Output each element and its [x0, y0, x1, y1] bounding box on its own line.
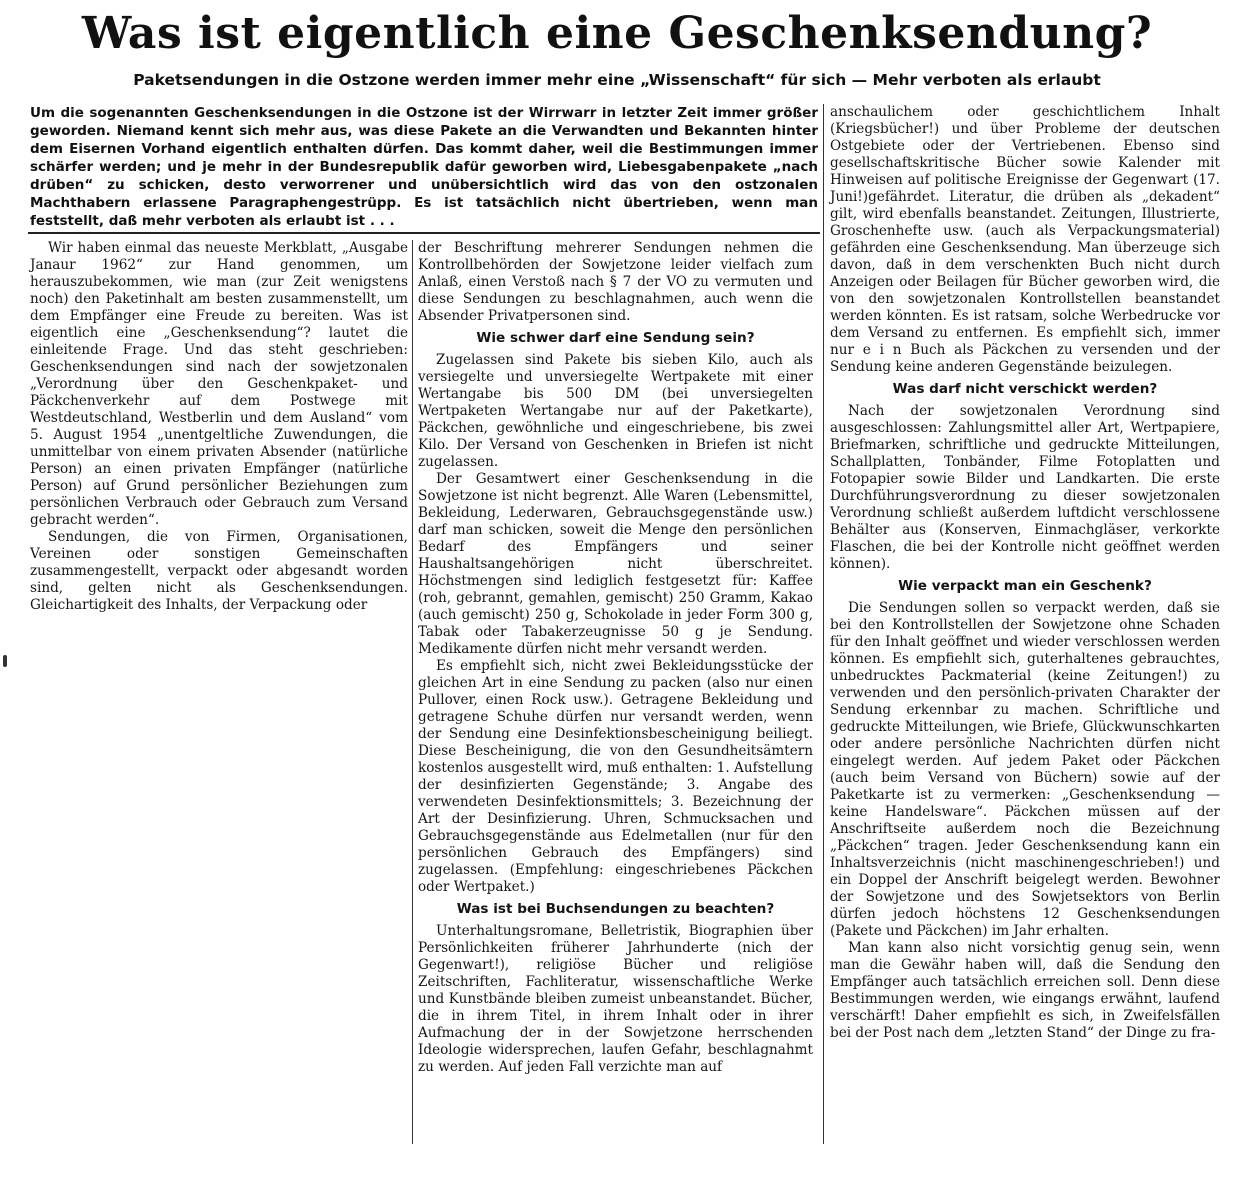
column3-paragraph-2: Nach der sowjetzonalen Verordnung sind ausgeschlossen: Zahlungsmittel aller Art, Wertpapiere, Briefmarken, schriftliche und gedruckte Mitteilungen, Schallplatten, Tonbänder, Filme Fotoplatten und Fotopapier sowie Bilder und Landkarten. Die erste Durchführungsverordnung zu dieser sowjetzonalen Verordnung schließt außerdem luftdicht verschlossene Behälter aus (Konserven, Einmachgläser, verkorkte Flaschen, die bei der Kontrolle nicht geöffnet werden können).: [830, 403, 1220, 572]
column3-paragraph-3: Die Sendungen sollen so verpackt werden, daß sie bei den Kontrollstellen der Sowjetzone ohne Schaden für den Inhalt geöffnet und wieder verschlossen werden können. Es empfiehlt sich, guterhaltenes gebrauchtes, unbedrucktes Packmaterial (keine Zeitungen!) zu verwenden und den persönlich-privaten Charakter der Sendung erkennbar zu machen. Schriftliche und gedruckte Mitteilungen, wie Briefe, Glückwunschkarten oder andere persönliche Nachrichten dürfen nicht eingelegt werden. Auf jedem Paket oder Päckchen (auch beim Versand von Büchern) sowie auf der Paketkarte ist zu vermerken: „Geschenksendung — keine Handelsware“. Päckchen müssen auf der Anschriftseite außerdem noch die Bezeichnung „Päckchen“ tragen. Jeder Geschenksendung kann ein Inhaltsverzeichnis (nicht maschinengeschrieben!) und ein Doppel der Anschrift beigelegt werden. Bewohner der Sowjetzone und des Sowjetsektors von Berlin dürfen jedoch höchstens 12 Geschenksendungen (Pakete und Päckchen) im Jahr erhalten.: [830, 600, 1220, 939]
article-column-1: [30, 240, 408, 614]
subheading-books: Was ist bei Buchsendungen zu beachten?: [456, 901, 775, 917]
column2-paragraph-1: der Beschriftung mehrerer Sendungen nehmen die Kontrollbehörden der Sowjetzone leider vielfach zum Anlaß, einen Verstoß nach § 7 der VO zu vermuten und diese Sendungen zu beschlagnahmen, auch wenn die Absender Privatpersonen sind.: [418, 240, 813, 324]
column2-paragraph-4: Es empfiehlt sich, nicht zwei Bekleidungsstücke der gleichen Art in eine Sendung zu packen (also nur einen Pullover, einen Rock usw.). Getragene Bekleidung und getragene Schuhe dürfen nur versandt werden, wenn der Sendung eine Desinfektionsbescheinigung beiliegt. Diese Bescheinigung, die von den Gesundheitsämtern kostenlos ausgestellt wird, muß enthalten: 1. Aufstellung der desinfizierten Gegenstände; 3. Angabe des verwendeten Desinfektionsmittels; 3. Bezeichnung der Art der Desinfizierung. Uhren, Schmucksachen und Gebrauchsgegenstände aus Edelmetallen (nur für den persönlichen Gebrauch des Empfängers) sind zugelassen. (Empfehlung: eingeschriebenes Päckchen oder Wertpaket.): [418, 658, 813, 895]
column-divider-left: [412, 240, 413, 1144]
subheadline: Paketsendungen in die Ostzone werden immer mehr eine „Wissenschaft“ für sich — Mehr verboten als erlaubt: [133, 71, 1101, 89]
lead-paragraph: Um die sogenannten Geschenksendungen in die Ostzone ist der Wirrwarr in letzter Zeit immer größer geworden. Niemand kennt sich mehr aus, was diese Pakete an die Verwandten und Bekannten hinter dem Eisernen Vorhand eigentlich enthalten dürfen. Das kommt daher, weil die Bestimmungen immer schärfer werden; und je mehr in der Bundesrepublik dafür geworben wird, Liebesgabenpakete „nach drüben“ zu schicken, desto verworrener und unübersichtlich wird das von den ostzonalen Machthabern erlassene Paragraphengestrüpp. Es ist tatsächlich nicht übertrieben, wenn man feststellt, daß mehr verboten als erlaubt ist . . .: [30, 105, 818, 229]
lead-divider: [28, 232, 820, 234]
column3-paragraph-1: anschaulichem oder geschichtlichem Inhalt (Kriegsbücher!) und über Probleme der deutschen Ostgebiete oder der Vertriebenen. Ebenso sind gesellschaftskritische Bücher sowie Kalender mit Hinweisen auf politische Ereignisse der Gegenwart (17. Juni!)gefährdet. Literatur, die drüben als „dekadent“ gilt, wird ebenfalls beanstandet. Zeitungen, Illustrierte, Groschenhefte usw. (auch als Verpackungsmaterial) gefährden eine Geschenksendung. Man überzeuge sich davon, daß in dem verschenkten Buch nicht durch Anzeigen oder Beilagen für Bücher geworben wird, die von den sowjetzonalen Kontrollstellen beanstandet werden könnten. Es ist ratsam, solche Werbedrucke vor dem Versand zu entfernen. Es empfiehlt sich, immer nur e i n Buch als Päckchen zu versenden und der Sendung keine anderen Gegenstände beizulegen.: [830, 104, 1220, 375]
margin-mark: [3, 655, 7, 667]
subheading-forbidden: Was darf nicht verschickt werden?: [892, 381, 1158, 397]
headline: Was ist eigentlich eine Geschenksendung?: [81, 8, 1153, 59]
column-divider-right: [823, 104, 824, 1144]
column3-paragraph-4: Man kann also nicht vorsichtig genug sein, wenn man die Gewähr haben will, daß die Sendung den Empfänger auch tatsächlich erreichen soll. Denn diese Bestimmungen werden, wie eingangs erwähnt, laufend verschärft! Daher empfiehlt es sich, in Zweifelsfällen bei der Post nach dem „letzten Stand“ der Dinge zu fra-: [830, 940, 1220, 1041]
article-column-2: [418, 240, 813, 1076]
column1-paragraph-1: Wir haben einmal das neueste Merkblatt, „Ausgabe Janaur 1962“ zur Hand genommen, um herauszubekommen, wie man (zur Zeit wenigstens noch) den Paketinhalt am besten zusammenstellt, um dem Empfänger eine Freude zu bereiten. Was ist eigentlich eine „Geschenksendung“? lautet die einleitende Frage. Und das steht geschrieben: Geschenksendungen sind nach der sowjetzonalen „Verordnung über den Geschenkpaket- und Päckchenverkehr auf dem Postwege mit Westdeutschland, Westberlin und dem Ausland“ vom 5. August 1954 „unentgeltliche Zuwendungen, die unmittelbar von einem privaten Absender (natürliche Person) an einen privaten Empfänger (natürliche Person) auf Grund persönlicher Beziehungen zum persönlichen Verbrauch oder Gebrauch zum Versand gebracht werden“.: [30, 240, 408, 528]
column2-paragraph-2: Zugelassen sind Pakete bis sieben Kilo, auch als versiegelte und unversiegelte Wertpakete mit einer Wertangabe bis 500 DM (bei unversiegelten Wertpaketen Wertangabe nur auf der Paketkarte), Päckchen, gewöhnliche und eingeschriebene, bis zwei Kilo. Der Versand von Geschenken in Briefen ist nicht zugelassen.: [418, 352, 813, 470]
column1-paragraph-2: Sendungen, die von Firmen, Organisationen, Vereinen oder sonstigen Gemeinschaften zusammengestellt, verpackt oder abgesandt worden sind, gelten nicht als Geschenksendungen. Gleichartigkeit des Inhalts, der Verpackung oder: [30, 529, 408, 613]
subheading-weight: Wie schwer darf eine Sendung sein?: [476, 330, 755, 346]
column2-paragraph-5: Unterhaltungsromane, Belletristik, Biographien über Persönlichkeiten früherer Jahrhunderte (nich der Gegenwart!), religiöse Bücher und religiöse Zeitschriften, Fachliteratur, wissenschaftliche Werke und Kunstbände bleiben zumeist unbeanstandet. Bücher, die in ihrem Titel, in ihrem Inhalt oder in ihrer Aufmachung der in der Sowjetzone herrschenden Ideologie widersprechen, laufen Gefahr, beschlagnahmt zu werden. Auf jeden Fall verzichte man auf: [418, 923, 813, 1075]
article-column-3: [830, 104, 1220, 1042]
column2-paragraph-3: Der Gesamtwert einer Geschenksendung in die Sowjetzone ist nicht begrenzt. Alle Waren (Lebensmittel, Bekleidung, Lederwaren, Gebrauchsgegenstände usw.) darf man schicken, soweit die Menge den persönlichen Bedarf des Empfängers und seiner Haushaltsangehörigen nicht überschreitet. Höchstmengen sind lediglich festgesetzt für: Kaffee (roh, gebrannt, gemahlen, gemischt) 250 Gramm, Kakao (auch gemischt) 250 g, Schokolade in jeder Form 300 g, Tabak oder Tabakerzeugnisse 50 g je Sendung. Medikamente dürfen nicht mehr versandt werden.: [418, 471, 813, 657]
subheading-packing: Wie verpackt man ein Geschenk?: [898, 578, 1152, 594]
